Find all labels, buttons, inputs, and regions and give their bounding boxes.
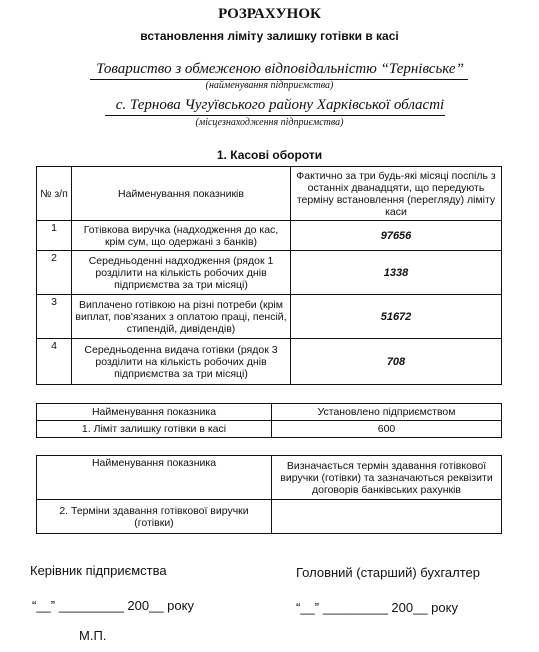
accountant-label: Головний (старший) бухгалтер [296,565,480,580]
row-value: 97656 [291,221,502,251]
table-row [37,251,502,295]
company-location: с. Тернова Чугуївського району Харківської області [115,97,445,113]
table-header-row [37,167,502,221]
row-name: Середньоденна видача готівки (рядок 3 розділити на кількість робочих днів підприємства за три місяці) [72,339,291,385]
row-value: 51672 [291,295,502,339]
table-row [37,500,502,534]
limit-row-value: 600 [272,421,502,438]
document-title: РОЗРАХУНОК [218,6,321,22]
row-value: 708 [291,339,502,385]
col-name-header: Найменування показників [72,167,291,221]
terms-col-name: Найменування показника [37,456,272,500]
limit-row-name: 1. Ліміт залишку готівки в касі [37,421,272,438]
row-num: 1 [37,221,72,251]
table-row [37,295,502,339]
col-num-header: № з/п [37,167,72,221]
section-title: 1. Касові обороти [216,148,323,162]
terms-col-value: Визначається термін здавання готівкової виручки (готівки) та зазначаються реквізити договорів банківських рахунків [272,456,502,500]
table-row [37,421,502,438]
limit-table [36,403,502,438]
company-caption: (найменування підприємства) [205,80,334,91]
table-row [37,339,502,385]
document-subtitle: встановлення ліміту залишку готівки в касі [140,29,399,43]
director-label: Керівник підприємства [30,563,167,578]
table-header-row [37,404,502,421]
location-underline [105,115,445,116]
row-num: 3 [37,295,72,339]
row-name: Середньоденні надходження (рядок 1 розділити на кількість робочих днів підприємства за три місяці) [72,251,291,295]
row-name: Виплачено готівкою на різні потреби (крім виплат, пов'язаних з оплатою праці, пенсій, стипендій, дивідендів) [72,295,291,339]
col-value-header: Фактично за три будь-які місяці поспіль з останніх дванадцяти, що передують терміну встановлення (перегляду) ліміту каси [291,167,502,221]
location-caption: (місцезнаходження підприємства) [195,117,344,128]
table-header-row [37,456,502,500]
director-date-line: “__” _________ 200__ року [32,598,194,613]
row-name: Готівкова виручка (надходження до кас, крім сум, що одержані з банків) [72,221,291,251]
stamp-place: М.П. [79,628,107,643]
company-name: Товариство з обмеженою відповідальністю “Тернівське” [96,61,464,77]
row-value: 1338 [291,251,502,295]
table-row [37,221,502,251]
terms-row-name: 2. Терміни здавання готівкової виручки (готівки) [37,500,272,534]
row-num: 2 [37,251,72,295]
row-num: 4 [37,339,72,385]
terms-row-value [272,500,502,534]
limit-col-value: Установлено підприємством [272,404,502,421]
accountant-date-line: “__” _________ 200__ року [296,600,458,615]
cash-turnover-table [36,166,502,385]
terms-table [36,455,502,534]
limit-col-name: Найменування показника [37,404,272,421]
